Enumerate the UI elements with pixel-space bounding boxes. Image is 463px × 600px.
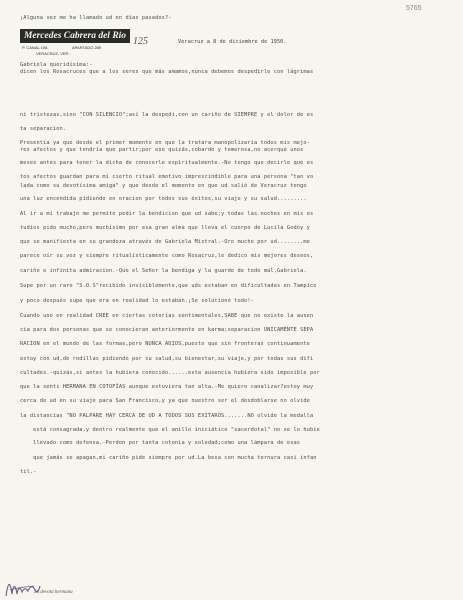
letter-line: meses antes para tener la dicha de conocerle espiritualmente.-No tengo que decirle que es xyxy=(20,160,314,166)
reference-number: 125 xyxy=(133,36,148,47)
letter-line: Presentía ya que desde el primer momento en que la tratara manopolizaría todos mis mejo- xyxy=(20,140,310,146)
letter-line: cultades.-quizás,si antes la hubiera conocido......esta ausencia hubiera sido imposible por xyxy=(20,370,320,376)
letter-line: la distancias "NO PALPARE HAY CERCA DE UD A TODOS SUS EXITAROS.......NO olvide la medalla xyxy=(20,413,314,419)
letter-line: Gabriela queridísima:- xyxy=(20,62,93,68)
opening-question: ¡Alguna vez me ha llamado ud en días pasados?- xyxy=(20,15,172,21)
letter-line: Supe por un raro "S.O.S"recibido invisiblemente,que uds estaban en dificultades en Tampico xyxy=(20,283,317,289)
letter-line: y poco después supe que era en realidad lo estaban.¡Se solucionó todo!- xyxy=(20,298,254,304)
letter-line: una luz encendida pidiendo en oracion por todos sus éxitos,su viaje y su salud......... xyxy=(20,196,307,202)
letter-line: ta separacion. xyxy=(20,126,67,132)
letter-line: parece oír su voz y siempre ritualísticamente como Rosacruz,le dedico mis mejores deseos, xyxy=(20,253,314,259)
letter-line: RACION en el mundo de las formas,pero NUNCA ADIOS,puesto que sin fronteras continuamente xyxy=(20,341,310,347)
letter-line: tos afectos guardan para mí cierto ritual emotivo imprescindible para una persona "tan vo xyxy=(20,174,314,180)
letter-line: está consagrada,y dentro realmente que el anillo iniciático "sacerdotal" no se lo hubie xyxy=(20,427,320,433)
letter-line: cia para dos personas que se conocieran anteriormente en karma;separacion UNICAMENTE SEPA xyxy=(20,327,314,333)
letter-line: dicen los Rosacruces que a los seres que más amamos,nunca debemos despedirle con lágrimas xyxy=(20,69,314,75)
letter-line: que la sentí HERMANA EN COTOFÍAS aunque estuviera tan alta.-Me quiero canalizar?estoy muy xyxy=(20,384,314,390)
letter-line: cariño e infinita admiracion.-Que el Señor la bendiga y la guarde de todo mal,Gabriela. xyxy=(20,268,307,274)
letterhead-address-2: APARTADO 289 xyxy=(72,45,102,50)
letter-line: tudios pido mucho,pero muchísimo por esa gran alma que lleva el cuerpo de Lucila Godoy y xyxy=(20,225,310,231)
letter-line: cerca de ud en su viaje para San Francisco,y ya que nuestro ser el desdoblarse no olvide xyxy=(20,398,310,404)
letter-line: ni tristezas,sino "CON SILENCIO";así la despedí,con un cariño de SIEMPRE y el dolor de es xyxy=(20,112,314,118)
closing-line: Su devota hermana xyxy=(34,590,73,595)
letter-line: que se manifiesta en su grandeza através de Gabriela Mistral.-Oro mucho por ud........me xyxy=(20,239,310,245)
letterhead-address-1: P. CANAL 108. xyxy=(22,45,49,50)
archive-number: 5765 xyxy=(406,5,422,12)
letter-line: llevado como defensa.-Perdon por tanta cotonía y soledad;como una lámpara de esas xyxy=(20,440,301,446)
handwritten-signature xyxy=(4,576,42,600)
letter-line: til.- xyxy=(20,469,37,475)
letterhead-logo: Mercedes Cabrera del Rio xyxy=(20,29,130,43)
letter-line: que jamás se apagan,mi cariño pide siempre por ud.La besa con mucha ternura casi infan xyxy=(20,455,317,461)
letter-line: estoy con ud,de rodillas pidiendo por su salud,su bienestar,su viaje,y por todas sus difi xyxy=(20,356,314,362)
letter-line: lada como su devotísima amiga" y que desde el momento en que ud salió de Veracruz tengo xyxy=(20,183,307,189)
letter-line: Cuando uno en realidad CREE en ciertas cotorías sentimentales,SABE que no existe la ausen xyxy=(20,313,314,319)
letter-date: Veracruz a 8 de diciembre de 1950. xyxy=(178,39,287,45)
letter-line: res afectos y que tendría que partir;por eso quizás,cobarde y temerosa,no acerqué unos xyxy=(20,147,304,153)
letterhead-city: VERACRUZ, VER. xyxy=(36,51,70,56)
letter-line: Al ir a mí trabajo me permito pedir la bendicion que ud sabe;y todas las noches en mis es xyxy=(20,211,314,217)
